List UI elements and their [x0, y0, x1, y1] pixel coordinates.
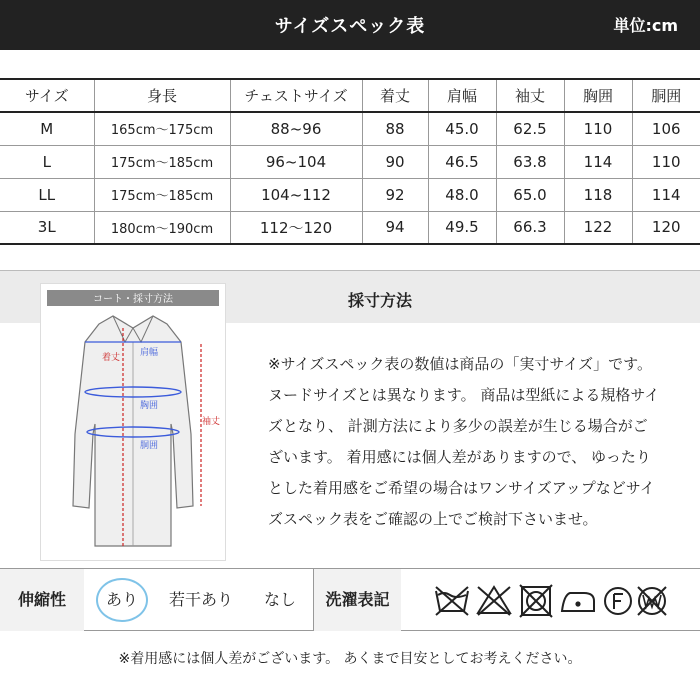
- table-cell: M: [0, 112, 94, 145]
- column-header: 胸囲: [564, 79, 632, 112]
- table-cell: 110: [564, 112, 632, 145]
- column-header: 胴囲: [632, 79, 700, 112]
- table-cell: 165cm〜175cm: [94, 112, 230, 145]
- column-header: 肩幅: [428, 79, 496, 112]
- stretch-label: 伸縮性: [0, 569, 84, 631]
- shoulder-label: 肩幅: [139, 348, 159, 358]
- note-line: とした着用感をご希望の場合はワンサイズアップなどサイ: [268, 479, 655, 497]
- table-cell: L: [0, 145, 94, 178]
- table-cell: 122: [564, 211, 632, 244]
- note-line: ※サイズスペック表の数値は商品の「実寸サイズ」です。: [268, 355, 652, 373]
- table-header-row: [0, 79, 700, 112]
- table-cell: 110: [632, 145, 700, 178]
- measurement-section: [0, 270, 700, 570]
- table-cell: 92: [362, 178, 428, 211]
- no-wash-icon: [436, 587, 468, 615]
- table-row: [0, 145, 700, 178]
- stretch-option-yes: あり: [105, 590, 138, 609]
- note-line: ズスペック表をご確認の上でご検討下さいませ。: [268, 510, 598, 528]
- note-line: ヌードサイズとは異なります。 商品は型紙による規格サイ: [268, 386, 660, 404]
- table-cell: 63.8: [496, 145, 564, 178]
- table-cell: 114: [632, 178, 700, 211]
- column-header: 袖丈: [496, 79, 564, 112]
- sleeve-label: 袖丈: [201, 417, 221, 427]
- care-icons: [432, 581, 672, 621]
- chest-label: 胸囲: [139, 401, 159, 411]
- table-row: [0, 178, 700, 211]
- dry-clean-f-icon: [605, 588, 631, 614]
- no-wet-clean-icon: [638, 587, 666, 615]
- table-cell: 62.5: [496, 112, 564, 145]
- length-label: 着丈: [101, 353, 121, 363]
- table-cell: 175cm〜185cm: [94, 145, 230, 178]
- table-cell: 120: [632, 211, 700, 244]
- column-header: チェストサイズ: [230, 79, 362, 112]
- measurement-title: 採寸方法: [347, 291, 412, 310]
- note-line: ズとなり、 計測方法により多少の誤差が生じる場合がご: [268, 417, 648, 435]
- footer-note: ※着用感には個人差がございます。 あくまで目安としてお考えください。: [118, 651, 582, 667]
- note-line: ざいます。 着用感には個人差がありますので、 ゆったり: [268, 448, 651, 466]
- coat-measurement-diagram: [40, 283, 226, 561]
- table-cell: 114: [564, 145, 632, 178]
- table-cell: 66.3: [496, 211, 564, 244]
- table-cell: 180cm〜190cm: [94, 211, 230, 244]
- spec-header: [0, 0, 700, 50]
- table-cell: 88~96: [230, 112, 362, 145]
- table-cell: 96~104: [230, 145, 362, 178]
- column-header: サイズ: [0, 79, 94, 112]
- table-cell: 3L: [0, 211, 94, 244]
- unit-label: 単位:cm: [613, 16, 678, 35]
- measurement-note: [268, 349, 688, 535]
- stretch-option-slight: 若干あり: [168, 590, 233, 609]
- size-spec-table: [0, 78, 700, 245]
- table-cell: 65.0: [496, 178, 564, 211]
- waist-label: 胴囲: [139, 441, 159, 451]
- low-iron-icon: [562, 593, 594, 611]
- table-cell: 45.0: [428, 112, 496, 145]
- no-tumble-dry-icon: [520, 585, 552, 617]
- table-cell: 175cm〜185cm: [94, 178, 230, 211]
- column-header: 身長: [94, 79, 230, 112]
- table-cell: 106: [632, 112, 700, 145]
- table-cell: 88: [362, 112, 428, 145]
- table-cell: 90: [362, 145, 428, 178]
- table-row: [0, 211, 700, 244]
- table-cell: 94: [362, 211, 428, 244]
- table-cell: 49.5: [428, 211, 496, 244]
- washing-label: 洗濯表記: [313, 569, 401, 631]
- table-cell: 112〜120: [230, 211, 362, 244]
- table-cell: LL: [0, 178, 94, 211]
- table-cell: 118: [564, 178, 632, 211]
- table-cell: 104~112: [230, 178, 362, 211]
- page-title: サイズスペック表: [274, 16, 426, 37]
- stretch-option-none: なし: [263, 590, 296, 609]
- table-cell: 48.0: [428, 178, 496, 211]
- table-cell: 46.5: [428, 145, 496, 178]
- diagram-title: コート・採寸方法: [93, 294, 173, 305]
- column-header: 着丈: [362, 79, 428, 112]
- no-bleach-icon: [478, 587, 510, 615]
- attributes-row: [0, 568, 700, 631]
- table-row: [0, 112, 700, 145]
